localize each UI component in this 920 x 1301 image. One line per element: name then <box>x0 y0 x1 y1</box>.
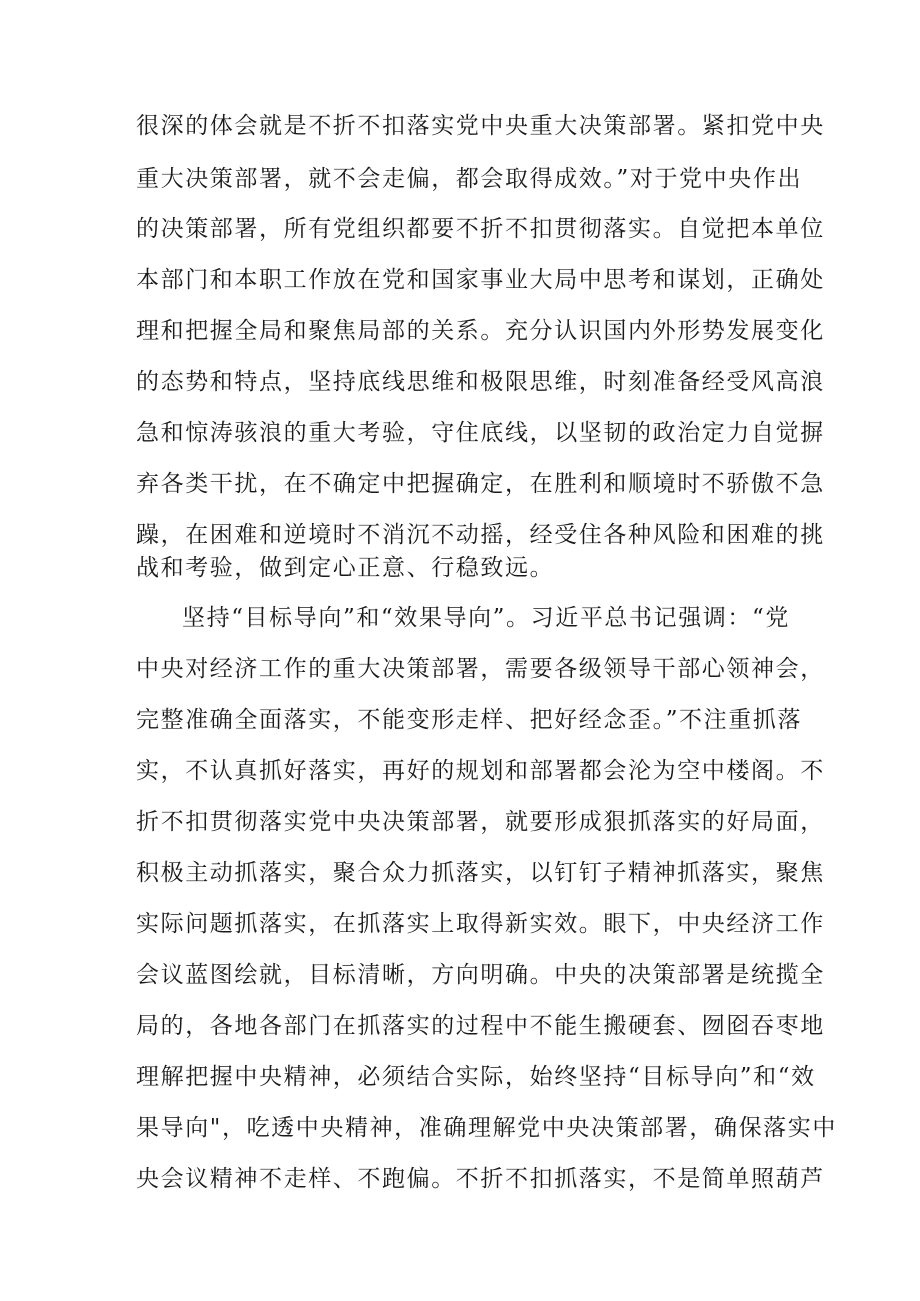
text-line: 完整准确全面落实，不能变形走样、把好经念歪。”不注重抓落 <box>136 707 803 733</box>
text-line: 实际问题抓落实，在抓落实上取得新实效。眼下，中央经济工作 <box>136 911 825 937</box>
text-line: 果导向"，吃透中央精神，准确理解党中央决策部署，确保落实中 <box>136 1115 837 1141</box>
text-line: 局的，各地各部门在抓落实的过程中不能生搬硬套、囫囵吞枣地 <box>136 1013 825 1039</box>
text-line: 弃各类干扰，在不确定中把握确定，在胜利和顺境时不骄傲不急 <box>136 471 825 497</box>
text-line: 积极主动抓落实，聚合众力抓落实，以钉钉子精神抓落实，聚焦 <box>136 860 825 886</box>
text-line: 理解把握中央精神，必须结合实际，始终坚持“目标导向”和“效 <box>136 1064 816 1090</box>
text-line: 的态势和特点，坚持底线思维和极限思维，时刻准备经受风高浪 <box>136 369 825 395</box>
paragraph-first-line: 坚持“目标导向”和“效果导向”。习近平总书记强调：“党 <box>182 605 790 631</box>
text-line: 会议蓝图绘就，目标清晰，方向明确。中央的决策部署是统揽全 <box>136 962 825 988</box>
text-line: 的决策部署，所有党组织都要不折不扣贯彻落实。自觉把本单位 <box>136 216 825 242</box>
text-line: 折不扣贯彻落实党中央决策部署，就要形成狠抓落实的好局面， <box>136 809 825 835</box>
text-line: 急和惊涛骇浪的重大考验，守住底线，以坚韧的政治定力自觉摒 <box>136 420 825 446</box>
text-line: 很深的体会就是不折不扣落实党中央重大决策部署。紧扣党中央 <box>136 113 825 139</box>
text-line: 理和把握全局和聚焦局部的关系。充分认识国内外形势发展变化 <box>136 318 825 344</box>
text-line: 本部门和本职工作放在党和国家事业大局中思考和谋划，正确处 <box>136 267 825 293</box>
text-line: 躁，在困难和逆境时不消沉不动摇，经受住各种风险和困难的挑 <box>136 522 825 548</box>
text-line: 中央对经济工作的重大决策部署，需要各级领导干部心领神会， <box>136 656 825 682</box>
text-line: 战和考验，做到定心正意、行稳致远。 <box>136 555 555 581</box>
text-line: 实，不认真抓好落实，再好的规划和部署都会沦为空中楼阁。不 <box>136 758 825 784</box>
text-line: 央会议精神不走样、不跑偏。不折不扣抓落实，不是简单照葫芦 <box>136 1166 825 1192</box>
text-line: 重大决策部署，就不会走偏，都会取得成效。”对于党中央作出 <box>136 166 803 192</box>
